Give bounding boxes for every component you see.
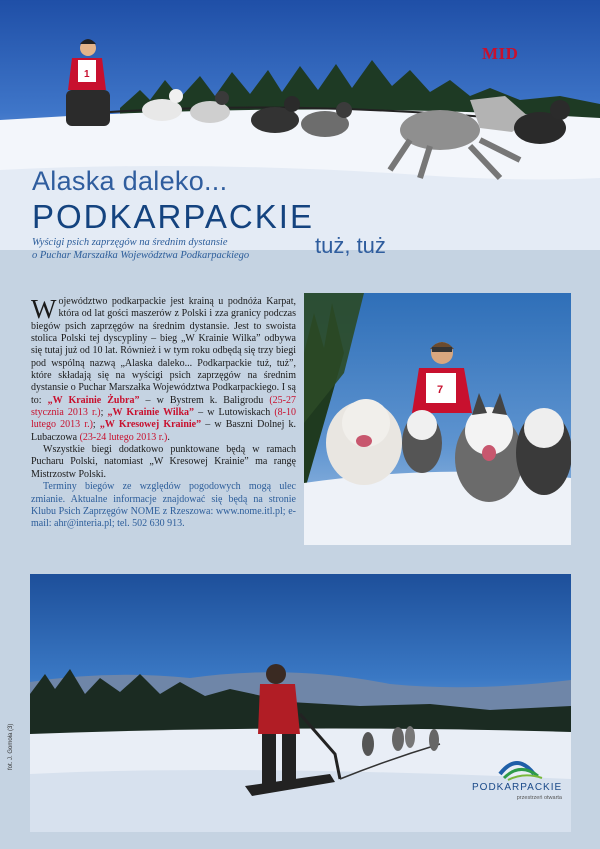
paragraph-1 [31,296,296,444]
race-3-place: – w Baszni Dolnej k. Lubaczowa [31,419,296,443]
logo-name: PODKARPACKIE [472,782,563,793]
race-2-date: (8-10 lutego 2013 r.) [31,407,296,431]
sep-1: ; [100,407,108,419]
hero-bib-number: 1 [84,69,90,80]
race-1-date: (25-27 stycznia 2013 r.) [31,394,296,419]
race-2-place: – w Lutowiskach [194,407,275,419]
photo2-musher [412,342,472,413]
race-3-date: (23-24 lutego 2013 r.) [79,431,168,443]
photo2-scene [304,293,571,545]
sep-2: ; [92,419,100,431]
subtitle [32,236,302,262]
photo-musher-team [304,293,571,545]
race-1-place: – w Bystrem k. Baligrodu [139,394,270,406]
subtitle-line-1: Wyścigi psich zaprzęgów na średnim dystansie [32,237,228,248]
paragraph-3: Terminy biegów ze względów pogodowych mogą ulec zmianie. Aktualne informacje znajdować się będą na stronie Klubu Psich Zaprzęgów NOME z Rzeszowa: www.nome.itl.pl; e-mail: ahr@interia.pl; tel. 502 630 913. [31,481,296,530]
race-1-name: „W Krainie Żubra” [47,394,140,406]
title-line-2: PODKARPACKIE [32,198,314,235]
photo2-bib-number: 7 [437,384,444,396]
photo-credit: fot. J. Gomoła (3) [8,723,14,770]
title-line-1: Alaska daleko... [32,166,228,196]
article-body [31,296,296,531]
race-3-name: „W Kresowej Krainie” [99,419,202,431]
title-line-3: tuż, tuż [315,233,386,258]
end-1: . [167,431,170,443]
logo-tagline: przestrzeń otwarta [516,795,562,801]
subtitle-line-2: o Puchar Marszałka Województwa Podkarpackiego [32,250,250,261]
logo-mark-icon [472,752,562,782]
musher [66,39,110,126]
race-2-name: „W Krainie Wilka” [107,407,195,419]
podkarpackie-logo[interactable] [472,752,562,808]
p1-intro: ojewództwo podkarpackie jest krainą u podnóża Karpat, która od lat gości maszerów z Polski i zza granicy podczas biegów psich zaprzęgów na średnim dystansie. Jest to swoista stolica Polski tej dyscypliny – bieg „W Krainie Wilka” odbywa się tutaj już od 10 lat. Również i w tym roku odbędą się trzy biegi pod wspólną nazwą „Alaska daleko... Podkarpackie tuż, tuż”, które składają się na wyścigi psich zaprzęgów na średnim dystansie o Puchar Marszałka Województwa Podkarpackiego. I są to: [31,296,296,406]
mid-badge: MID [482,44,519,63]
paragraph-2: Wszystkie biegi dodatkowo punktowane będą w ramach Pucharu Polski, natomiast „W Kresowej Krainie” ma rangę Mistrzostw Polski. [31,444,296,480]
dropcap: W [31,294,57,324]
